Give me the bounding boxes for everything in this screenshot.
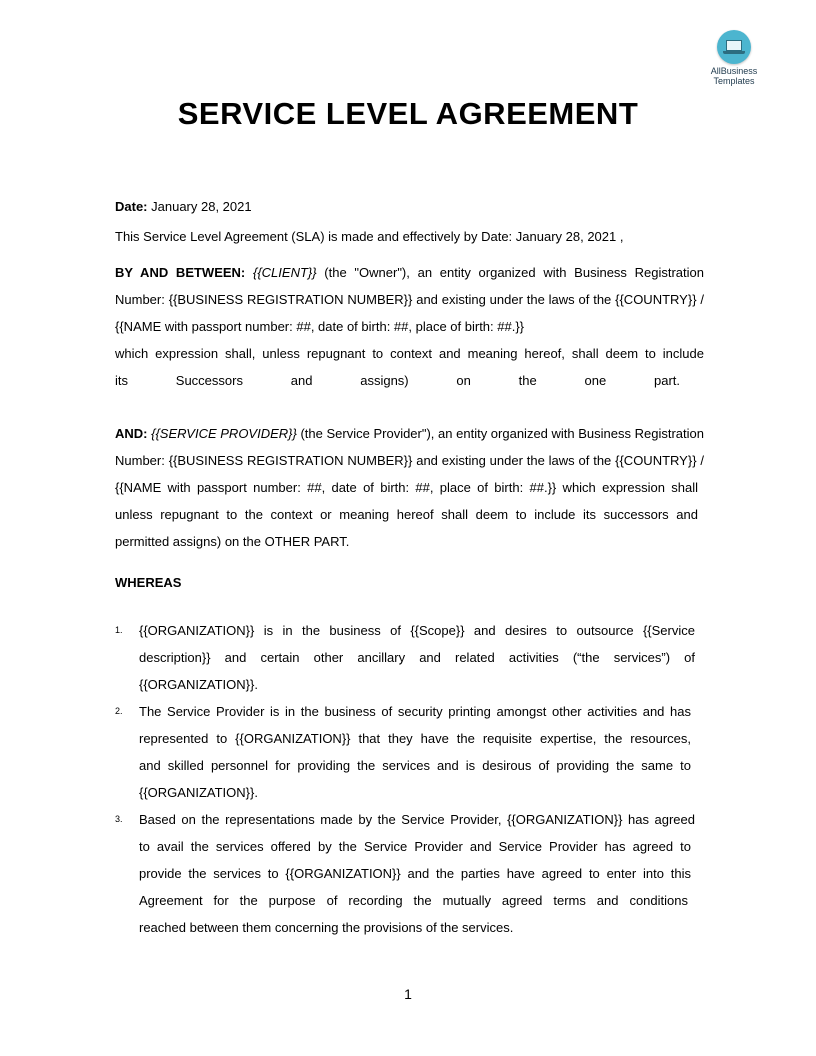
whereas-list bbox=[115, 617, 695, 941]
list-item-line: to avail the services offered by the Service Provider and Service Provider has agreed to bbox=[139, 839, 691, 854]
party-one-line-1 bbox=[115, 259, 704, 286]
list-item bbox=[115, 806, 695, 941]
date-line bbox=[115, 193, 252, 220]
whereas-heading: WHEREAS bbox=[115, 575, 182, 590]
party-two-paragraph bbox=[115, 420, 704, 555]
list-item-line: description}} and certain other ancillary and related activities (“the services”) of bbox=[139, 650, 695, 665]
list-item-number: 1. bbox=[115, 625, 123, 635]
intro-paragraph: This Service Level Agreement (SLA) is made and effectively by Date: January 28, 2021 , bbox=[115, 229, 624, 244]
laptop-icon bbox=[717, 30, 751, 64]
list-item-number: 3. bbox=[115, 814, 123, 824]
party-one-line-1-rest: (the "Owner"), an entity organized with Business Registration bbox=[316, 265, 704, 280]
list-item-line: {{ORGANIZATION}} is in the business of {{Scope}} and desires to outsource {{Service bbox=[139, 623, 695, 638]
party-one-line-3: {{NAME with passport number: ##, date of birth: ##, place of birth: ##.}} bbox=[115, 319, 525, 334]
party-two-line-4: unless repugnant to the context or meaning hereof shall deem to include its successors and bbox=[115, 507, 698, 522]
company-logo bbox=[700, 30, 768, 86]
party-one-line-4: which expression shall, unless repugnant to context and meaning hereof, shall deem to include bbox=[115, 346, 704, 361]
page-number: 1 bbox=[404, 986, 412, 1002]
provider-placeholder: {{SERVICE PROVIDER}} bbox=[151, 426, 297, 441]
list-item-line: and skilled personnel for providing the services and is desirous of providing the same to bbox=[139, 758, 691, 773]
list-item-line: represented to {{ORGANIZATION}} that they have the requisite expertise, the resources, bbox=[139, 731, 691, 746]
party-two-line-5: permitted assigns) on the OTHER PART. bbox=[115, 534, 350, 549]
list-item-number: 2. bbox=[115, 706, 123, 716]
list-item-line: reached between them concerning the provisions of the services. bbox=[139, 920, 514, 935]
document-title: SERVICE LEVEL AGREEMENT bbox=[177, 96, 639, 131]
date-label: Date: bbox=[115, 199, 148, 214]
list-item-line: {{ORGANIZATION}}. bbox=[139, 677, 258, 692]
list-item bbox=[115, 617, 695, 698]
list-item-line: {{ORGANIZATION}}. bbox=[139, 785, 258, 800]
party-one-line-5: its Successors and assigns) on the one part. bbox=[115, 373, 680, 388]
list-item-line: Based on the representations made by the Service Provider, {{ORGANIZATION}} has agreed bbox=[139, 812, 695, 827]
list-item-line: The Service Provider is in the business of security printing amongst other activities and has bbox=[139, 704, 691, 719]
party-two-line-1-rest: (the Service Provider"), an entity organized with Business Registration bbox=[296, 426, 704, 441]
party-one-paragraph bbox=[115, 259, 704, 394]
list-item-line: provide the services to {{ORGANIZATION}} and the parties have agreed to enter into this bbox=[139, 866, 691, 881]
list-item-line: Agreement for the purpose of recording the mutually agreed terms and conditions bbox=[139, 893, 688, 908]
party-one-lead: BY AND BETWEEN: bbox=[115, 265, 246, 280]
party-one-line-2: Number: {{BUSINESS REGISTRATION NUMBER}} and existing under the laws of the {{COUNTRY}} / bbox=[115, 292, 704, 307]
party-two-line-2: Number: {{BUSINESS REGISTRATION NUMBER}} and existing under the laws of the {{COUNTRY}} / bbox=[115, 453, 704, 468]
client-placeholder: {{CLIENT}} bbox=[252, 265, 317, 280]
logo-text bbox=[700, 66, 768, 86]
party-two-line-1 bbox=[115, 420, 704, 447]
logo-line-1: AllBusiness bbox=[710, 66, 758, 76]
list-item bbox=[115, 698, 695, 806]
date-value: January 28, 2021 bbox=[147, 199, 252, 214]
party-two-lead: AND: bbox=[115, 426, 148, 441]
party-two-line-3: {{NAME with passport number: ##, date of birth: ##, place of birth: ##.}} which expression shall bbox=[115, 480, 698, 495]
logo-line-2: Templates bbox=[713, 76, 755, 86]
